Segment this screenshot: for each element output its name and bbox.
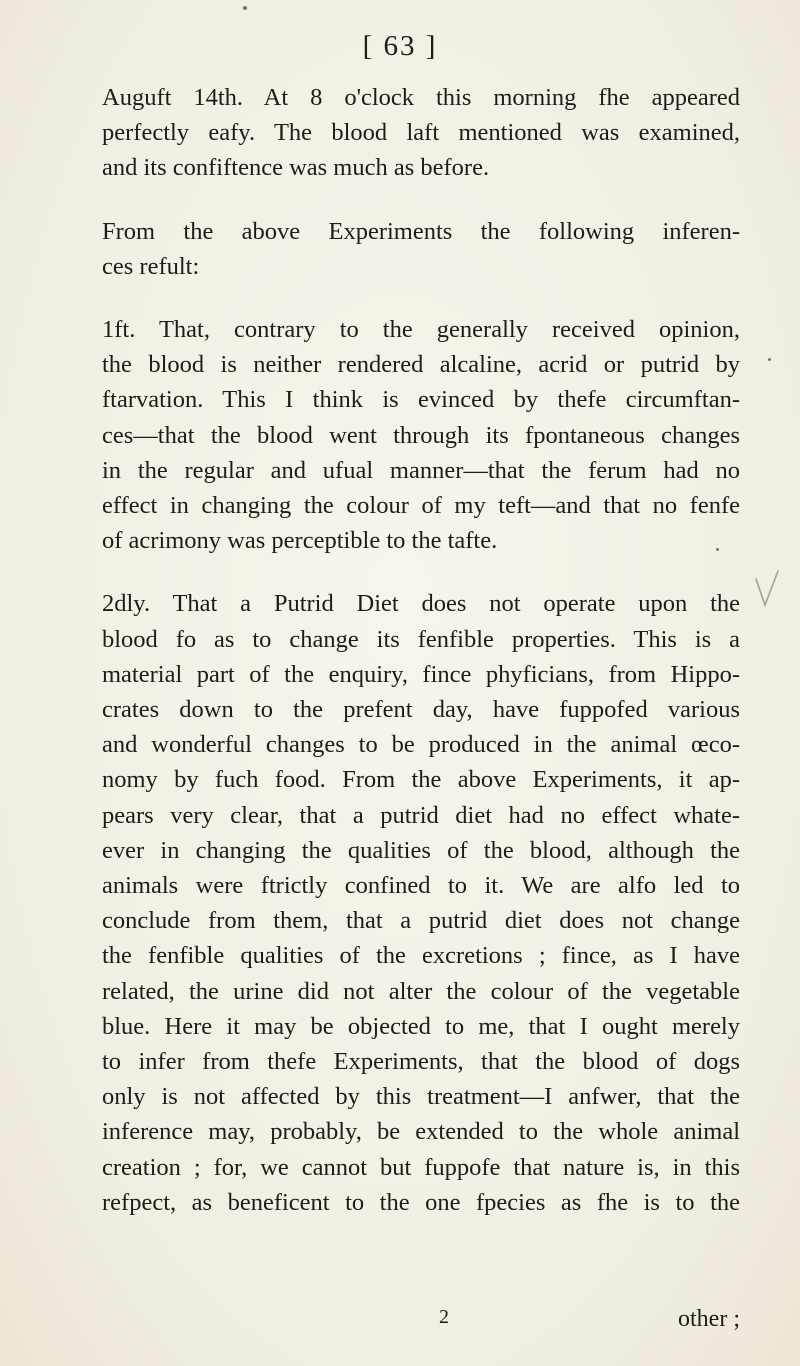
paragraph-second-inference [102,586,740,1220]
text-line: perfectly eafy. The blood laft mentioned was examined, [102,119,740,147]
text-line: to infer from thefe Experiments, that the blood of dogs [102,1048,740,1076]
text-line: 1ft. That, contrary to the generally received opinion, [102,316,740,344]
text-line: material part of the enquiry, fince phyficians, from Hippo- [102,660,740,688]
text-line: blood fo as to change its fenfible properties. This is a [102,625,740,653]
text-line: and its confiftence was much as before. [102,154,490,182]
text-line: related, the urine did not alter the colour of the vegetable [102,977,740,1005]
text-line: 2dly. That a Putrid Diet does not operate upon the [102,590,740,618]
paragraph-first-inference [102,312,740,558]
text-line: ces—that the blood went through its fpontaneous changes [102,421,740,449]
page-footer [102,1306,740,1340]
text-line: Auguft 14th. At 8 o'clock this morning fhe appeared [102,84,740,111]
ink-speck [768,358,771,361]
text-line: crates down to the prefent day, have fuppofed various [102,696,740,724]
text-line: conclude from them, that a putrid diet does not change [102,907,740,935]
text-line: animals were ftrictly confined to it. We are alfo led to [102,872,740,900]
signature-mark: 2 [439,1306,449,1328]
text-line: the blood is neither rendered alcaline, acrid or putrid by [102,351,740,379]
paragraph-inferences-intro [102,214,740,284]
ink-speck [716,548,719,551]
text-line: ces refult: [102,252,200,280]
text-line: creation ; for, we cannot but fuppofe that nature is, in this [102,1153,740,1181]
body-text [102,80,740,1220]
text-line: the fenfible qualities of the excretions ; fince, as I have [102,942,740,970]
text-line: ever in changing the qualities of the blood, although the [102,836,740,864]
catchword: other ; [678,1306,740,1332]
text-line: in the regular and ufual manner—that the ferum had no [102,456,740,484]
text-line: effect in changing the colour of my teft—and that no fenfe [102,492,740,520]
paragraph-august-14 [102,80,740,186]
text-line: only is not affected by this treatment—I anfwer, that the [102,1083,740,1111]
pencil-check-mark-icon [752,565,782,625]
text-line: From the above Experiments the following inferen- [102,217,740,245]
ink-speck [243,6,247,10]
page-number: [ 63 ] [362,30,438,62]
text-line: and wonderful changes to be produced in the animal œco- [102,731,740,759]
text-line: pears very clear, that a putrid diet had no effect whate- [102,801,740,829]
text-line: nomy by fuch food. From the above Experiments, it ap- [102,766,740,794]
text-line: ftarvation. This I think is evinced by thefe circumftan- [102,386,740,414]
text-line: blue. Here it may be objected to me, that I ought merely [102,1012,740,1040]
text-line: refpect, as beneficent to the one fpecies as fhe is to the [102,1188,740,1216]
text-line: of acrimony was perceptible to the tafte. [102,527,498,555]
text-line: inference may, probably, be extended to the whole animal [102,1118,740,1146]
